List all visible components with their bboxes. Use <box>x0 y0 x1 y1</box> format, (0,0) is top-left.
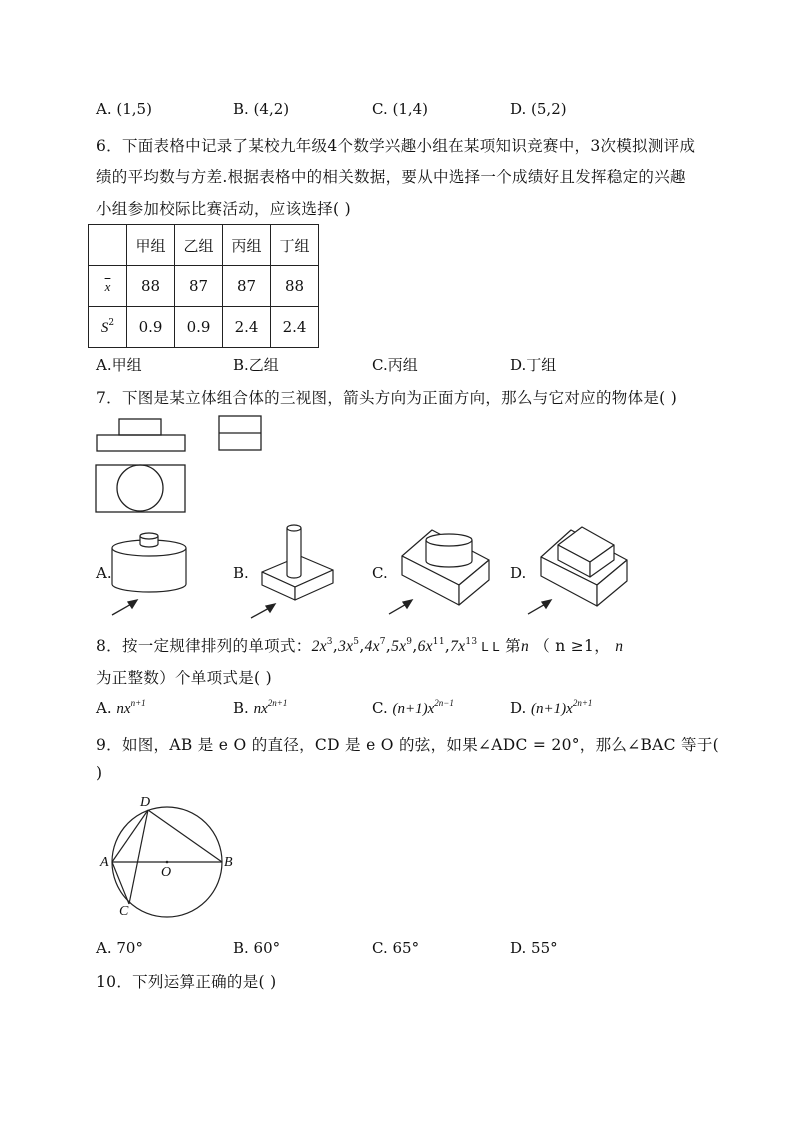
q8-term: 7x <box>450 638 466 655</box>
q7-line-1: 7．下图是某立体组合体的三视图，箭头方向为正面方向，那么与它对应的物体是( ) <box>96 389 678 407</box>
point-c-label: C <box>119 904 129 919</box>
q6-option-d: D.丁组 <box>510 356 557 374</box>
q8-line-1: 8．按一定规律排列的单项式：$2x^3,3x^5,4x^7,5x^9,6x^{11},7x^{13}$ L L 第n （ n ≥1， n <box>96 637 624 655</box>
table-header: 丁组 <box>271 225 319 266</box>
table-cell: 88 <box>271 266 319 307</box>
point-a-label: A <box>100 855 109 870</box>
q10-line-1: 10．下列运算正确的是( ) <box>96 973 277 991</box>
q7-label-a: A. <box>96 564 112 582</box>
q8-option-a: A. $nx^{n+1}$ <box>96 698 146 717</box>
q7-label-c: C. <box>372 564 388 582</box>
table-header: 丙组 <box>223 225 271 266</box>
point-b-label: B <box>224 855 233 870</box>
q5-option-c: C. (1,4) <box>372 100 429 118</box>
variance-label: $S^2$ <box>89 307 127 348</box>
q8-term: 3x <box>338 638 354 655</box>
q6-line-3: 小组参加校际比赛活动，应该选择( ) <box>96 200 351 218</box>
table-cell: 0.9 <box>127 307 175 348</box>
q6-line-1: 6．下面表格中记录了某校九年级4个数学兴趣小组在某项知识竞赛中，3次模拟测评成 <box>96 137 696 155</box>
q8-option-b: B. $nx^{2n+1}$ <box>233 698 288 717</box>
q9-option-d: D. 55° <box>510 939 558 957</box>
table-cell: 2.4 <box>271 307 319 348</box>
point-o-label: O <box>161 865 172 880</box>
table-cell: 87 <box>223 266 271 307</box>
q5-option-b: B. (4,2) <box>233 100 290 118</box>
q8-option-c: C. $(n+1)x^{2n-1}$ <box>372 698 454 717</box>
q9-option-c: C. 65° <box>372 939 420 957</box>
q8-term: 2x <box>311 638 327 655</box>
table-header: 乙组 <box>175 225 223 266</box>
q8-line-2: 为正整数）个单项式是( ) <box>96 669 272 687</box>
q7-label-d: D. <box>510 564 527 582</box>
table-cell: 87 <box>175 266 223 307</box>
table-cell: 88 <box>127 266 175 307</box>
q8-term: 6x <box>417 638 433 655</box>
q8-term: 5x <box>391 638 407 655</box>
table-cell: 2.4 <box>223 307 271 348</box>
q6-option-c: C.丙组 <box>372 356 418 374</box>
mean-label: $\overline{x}$ <box>89 266 127 307</box>
q9-line-1: 9．如图，AB 是 e O 的直径，CD 是 e O 的弦，如果∠ADC = 20°，那么∠BAC 等于( <box>96 736 719 754</box>
table-cell: 0.9 <box>175 307 223 348</box>
q8-option-d: D. $(n+1)x^{2n+1}$ <box>510 698 593 717</box>
point-d-label: D <box>140 795 151 810</box>
q7-label-b: B. <box>233 564 249 582</box>
table-header: 甲组 <box>127 225 175 266</box>
q5-option-d: D. (5,2) <box>510 100 567 118</box>
q6-option-b: B.乙组 <box>233 356 279 374</box>
q5-option-a: A. (1,5) <box>96 100 152 118</box>
q8-term: 4x <box>364 638 380 655</box>
q6-option-a: A.甲组 <box>96 356 142 374</box>
q9-option-a: A. 70° <box>96 939 143 957</box>
q6-line-2: 绩的平均数与方差.根据表格中的相关数据，要从中选择一个成绩好且发挥稳定的兴趣 <box>96 168 686 186</box>
q9-option-b: B. 60° <box>233 939 281 957</box>
q9-line-2: ) <box>96 764 103 782</box>
